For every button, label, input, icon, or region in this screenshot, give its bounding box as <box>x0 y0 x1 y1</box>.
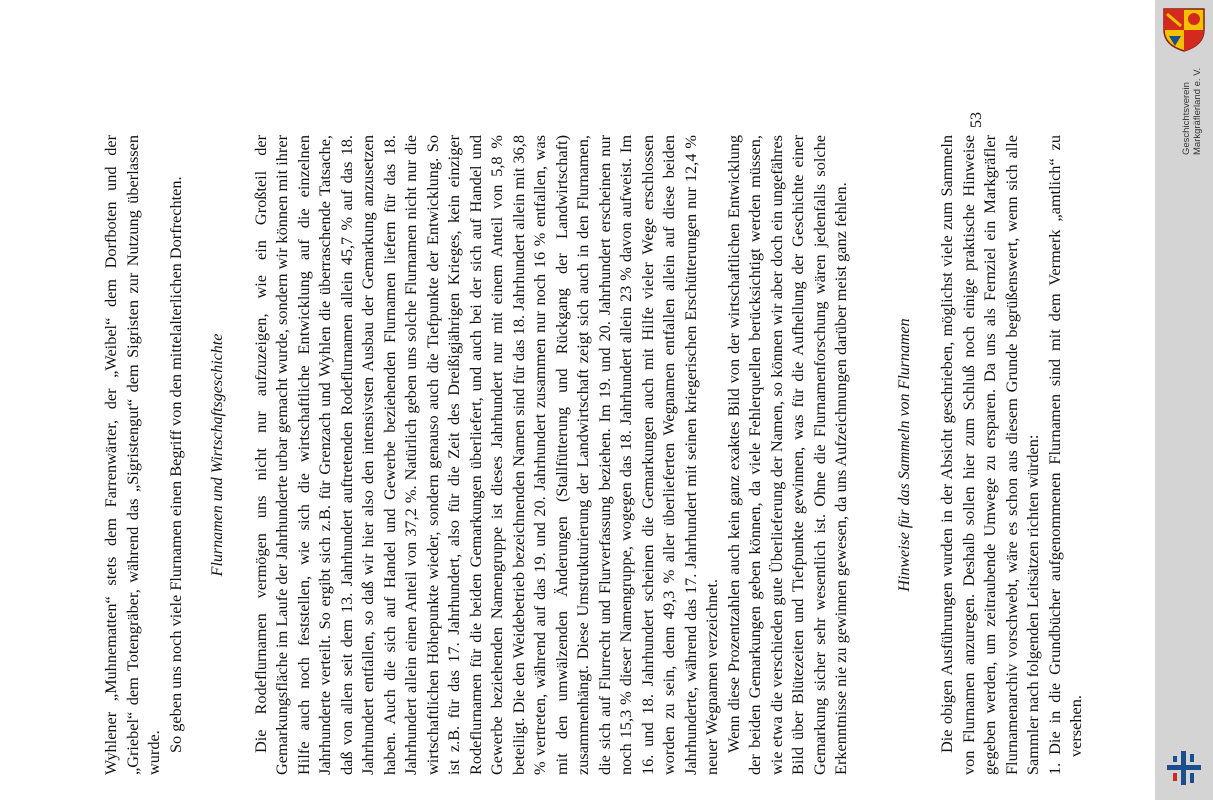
paragraph: So geben uns noch viele Flurnamen einen Begriff von den mittelalterlichen Dorfrechten. <box>165 176 185 753</box>
paragraph: Wenn diese Prozentzahlen auch kein ganz exaktes Bild von der wirtschaftlichen Entwicklung der beiden Gemarkungen geben können, da viele Fehlerquellen berücksichtigt werden müssen, wie etwa die verschieden gute Überlieferung der Namen, so können wir aber doch ein ungefähres Bild über Blütezeiten und Tiefpunkte gewinnen, was für die Aufhellung der Geschichte einer Gemarkung sicher sehr wesentlich ist. Ohne die Flurnamenforschung wären jedenfalls solche Erkenntnisse nie zu gewinnen gewesen, da uns Aufzeichnungen darüber meist ganz fehlen. <box>723 135 850 775</box>
rotated-text-block <box>100 135 1087 775</box>
paragraph: Die obigen Ausführungen wurden in der Absicht geschrieben, möglichst viele zum Sammeln von Flurnamen anzuregen. Deshalb sollen hier zum Schluß noch einige praktische Hinweise gegeben werden, um zeitraubende Umwege zu ersparen. Da uns als Fernziel ein Markgräfler Flurnamenarchiv vorschwebt, wäre es schon aus diesem Grunde begrüßenswert, wenn sich alle Sammler nach folgenden Leitsätzen richten würden: <box>937 135 1042 775</box>
section-heading: Flurnamen und Wirtschaftsgeschichte <box>209 333 226 577</box>
section-heading: Hinweise für das Sammeln von Flurnamen <box>895 318 913 592</box>
organization-name: Geschichtsverein Markgräflerland e. V. <box>1181 67 1203 155</box>
branding-sidebar <box>1155 0 1213 800</box>
paragraph: Die Rodeflurnamen vermögen uns nicht nur aufzuzeigen, wie ein Großteil der Gemarkungsfläche im Laufe der Jahrhunderte urbar gemacht wurde, sondern wir können mit ihrer Hilfe auch noch feststellen, wie sich die wirtschaftliche Entwicklung auf die einzelnen Jahrhunderte verteilt. So ergibt sich z.B. für Grenzach und Wyhlen die überraschende Tatsache, daß von allen seit dem 13. Jahrhundert auftretenden Rodeflurnamen allein 45,7 % auf das 18. Jahrhundert entfallen, so daß wir hier also den intensivsten Ausbau der Gemarkung anzusetzen haben. Auch die sich auf Handel und Gewerbe beziehenden Flurnamen liefern für das 18. Jahrhundert allein einen Anteil von 37,2 %. Natürlich geben uns solche Flurnamen nicht nur die wirtschaftlichen Höhepunkte wieder, sondern genauso auch die Tiefpunkte der Entwicklung. So ist z.B. für das 17. Jahrhundert, also für die Zeit des Dreißigjährigen Krieges, kein einziger Rodeflurnamen für die beiden Gemarkungen überliefert, und auch bei der sich auf Handel und Gewerbe beziehenden Namengruppe ist dieses Jahrhundert nur mit einem Anteil von 5,8 % beteiligt. Die den Weidebetrieb bezeichnenden Namen sind für das 18. Jahrhundert allein mit 36,8 % vertreten, während auf das 19. und 20. Jahrhundert zusammen nur noch 16 % entfallen, was mit den umwälzenden Änderungen (Stallfütterung und Rückgang der Landwirtschaft) zusammenhängt. Diese Umstrukturierung der Landwirtschaft zeigt sich auch in den Flurnamen, die sich auf Flurrecht und Flurverfassung beziehen. Im 19. und 20. Jahrhundert erscheinen nur noch 15,3 % dieser Namengruppe, wogegen das 18. Jahrhundert allein 23 % davon aufweist. Im 16. und 18. Jahrhundert scheinen die Gemarkungen auch mit Hilfe vieler Wege erschlossen worden zu sein, denn 49,3 % aller überlieferten Wegnamen entfallen allein auf diese beiden Jahrhunderte, während das 17. Jahrhundert mit seinen kriegerischen Erschütterungen nur 12,4 % neuer Wegnamen verzeichnet. <box>250 135 721 775</box>
coat-of-arms-icon <box>1161 6 1207 52</box>
page-number: 53 <box>968 112 985 128</box>
paragraph: Wyhlener „Muhnematten“ stets dem Farrenwärter, der „Weibel“ dem Dorfboten und der „Griebel“ dem Totengräber, während das „Sigristengut“ dem Sigristen zur Nutzung überlassen wurde. <box>101 135 163 775</box>
ub-freiburg-logo-icon <box>1164 748 1204 788</box>
list-item: 1. Die in die Grundbücher aufgenommenen Flurnamen sind mit dem Vermerk „amtlich“ zu versehen. <box>1044 135 1085 775</box>
